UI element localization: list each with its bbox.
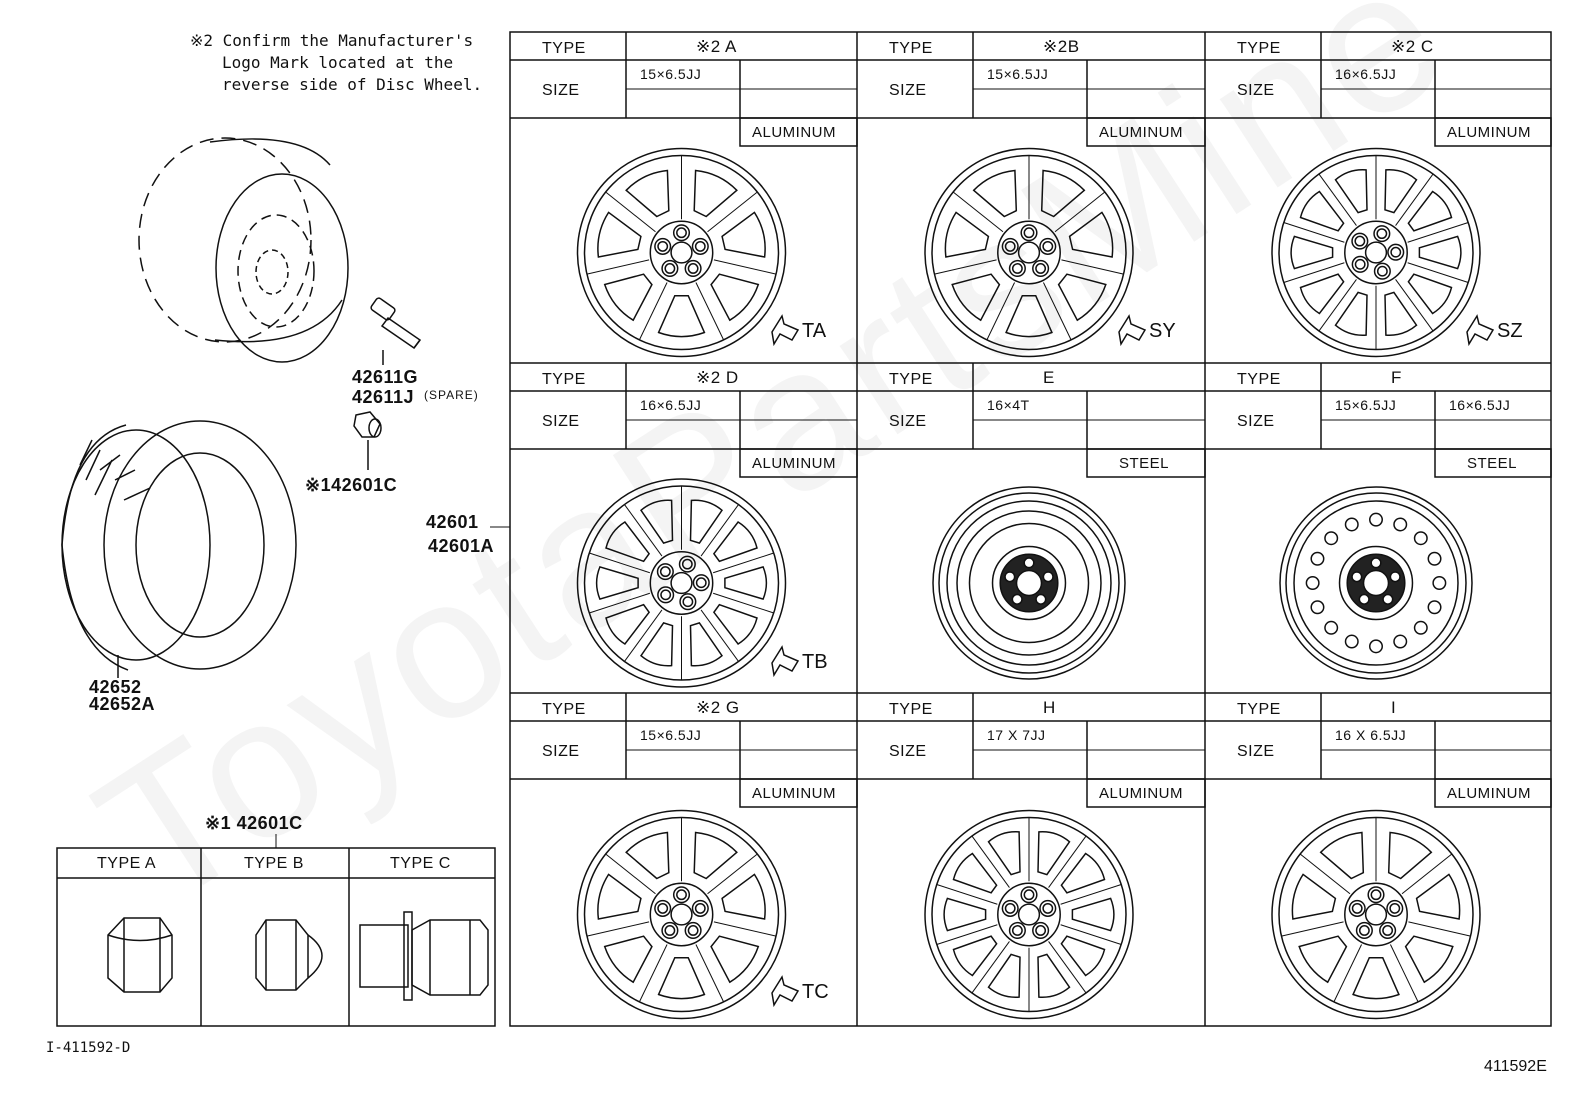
part-42652a[interactable]: 42652A [89,694,156,714]
part-42652[interactable]: 42652 [89,677,142,697]
type-label-7: TYPE [542,701,586,718]
type-label-3: TYPE [1237,40,1281,57]
size-value-8: 17 X 7JJ [987,727,1046,743]
size-value-6: 15×6.5JJ [1335,397,1397,413]
nut-type-c-icon [360,912,488,1000]
size-value-3: 16×6.5JJ [1335,66,1397,82]
material-9: ALUMINUM [1447,785,1532,802]
note-line-1: ※2 Confirm the Manufacturer's [190,31,474,50]
nut-type-table [57,848,495,1026]
material-4: ALUMINUM [752,455,837,472]
type-value-6: F [1391,368,1402,387]
type-value-7: ※2 G [696,698,740,717]
type-value-4: ※2 D [696,368,739,387]
size-value-1: 15×6.5JJ [640,66,702,82]
type-value-9: I [1391,698,1397,717]
nut-type-b-icon [256,920,322,990]
type-label-1: TYPE [542,40,586,57]
material-6: STEEL [1467,455,1518,472]
note-line-2: Logo Mark located at the [222,53,454,72]
nut-type-a-icon [108,918,172,992]
part-42601a[interactable]: 42601A [428,536,495,556]
valve-stem [370,297,420,365]
part-42601[interactable]: 42601 [426,512,479,532]
size-label-3: SIZE [1237,82,1275,99]
tire [62,421,296,678]
material-1: ALUMINUM [752,124,837,141]
type-value-5: E [1043,368,1055,387]
material-5: STEEL [1119,455,1170,472]
type-label-4: TYPE [542,371,586,388]
footer-right-code: 411592E [1484,1058,1547,1075]
size-value-9: 16 X 6.5JJ [1335,727,1407,743]
size-label-6: SIZE [1237,413,1275,430]
size-label-1: SIZE [542,82,580,99]
size-value-7: 15×6.5JJ [640,727,702,743]
size-label-2: SIZE [889,82,927,99]
type-value-2: ※2B [1043,37,1080,56]
size-label-9: SIZE [1237,743,1275,760]
wheel-tag-4: TB [802,651,828,673]
size-value-5: 16×4T [987,397,1030,413]
nut-type-c-header: TYPE C [390,855,451,872]
part-42611g[interactable]: 42611G [352,367,419,387]
wheel-type-grid [510,32,1551,1026]
spare-label: (SPARE) [424,388,479,402]
nut-type-b-header: TYPE B [244,855,304,872]
wheel-tag-2: SY [1149,320,1176,342]
type-label-8: TYPE [889,701,933,718]
part-42611j[interactable]: 42611J [352,387,415,407]
footer-left-code: I-411592-D [46,1040,131,1056]
note-line-3: reverse side of Disc Wheel. [222,75,483,94]
type-label-5: TYPE [889,371,933,388]
tire-wheel-assembly [139,138,348,362]
lug-nut-small [354,412,381,470]
nut-type-a-header: TYPE A [97,855,157,872]
part-42601c-ref[interactable]: ※142601C [305,475,398,495]
wheel-tag-7: TC [802,981,829,1003]
wheel-tag-3: SZ [1497,320,1523,342]
type-value-8: H [1043,698,1056,717]
size-value-2-6: 16×6.5JJ [1449,397,1511,413]
material-7: ALUMINUM [752,785,837,802]
type-value-3: ※2 C [1391,37,1434,56]
type-label-2: TYPE [889,40,933,57]
material-2: ALUMINUM [1099,124,1184,141]
grid-frame [510,32,1551,1026]
size-label-8: SIZE [889,743,927,760]
type-label-9: TYPE [1237,701,1281,718]
size-value-2: 15×6.5JJ [987,66,1049,82]
size-label-5: SIZE [889,413,927,430]
wheel-tag-1: TA [802,320,827,342]
type-label-6: TYPE [1237,371,1281,388]
size-label-7: SIZE [542,743,580,760]
type-value-1: ※2 A [696,37,737,56]
nut-table-title: ※1 42601C [205,813,303,833]
wheel-cell-5[interactable] [857,363,1205,679]
size-value-4: 16×6.5JJ [640,397,702,413]
material-3: ALUMINUM [1447,124,1532,141]
material-8: ALUMINUM [1099,785,1184,802]
size-label-4: SIZE [542,413,580,430]
